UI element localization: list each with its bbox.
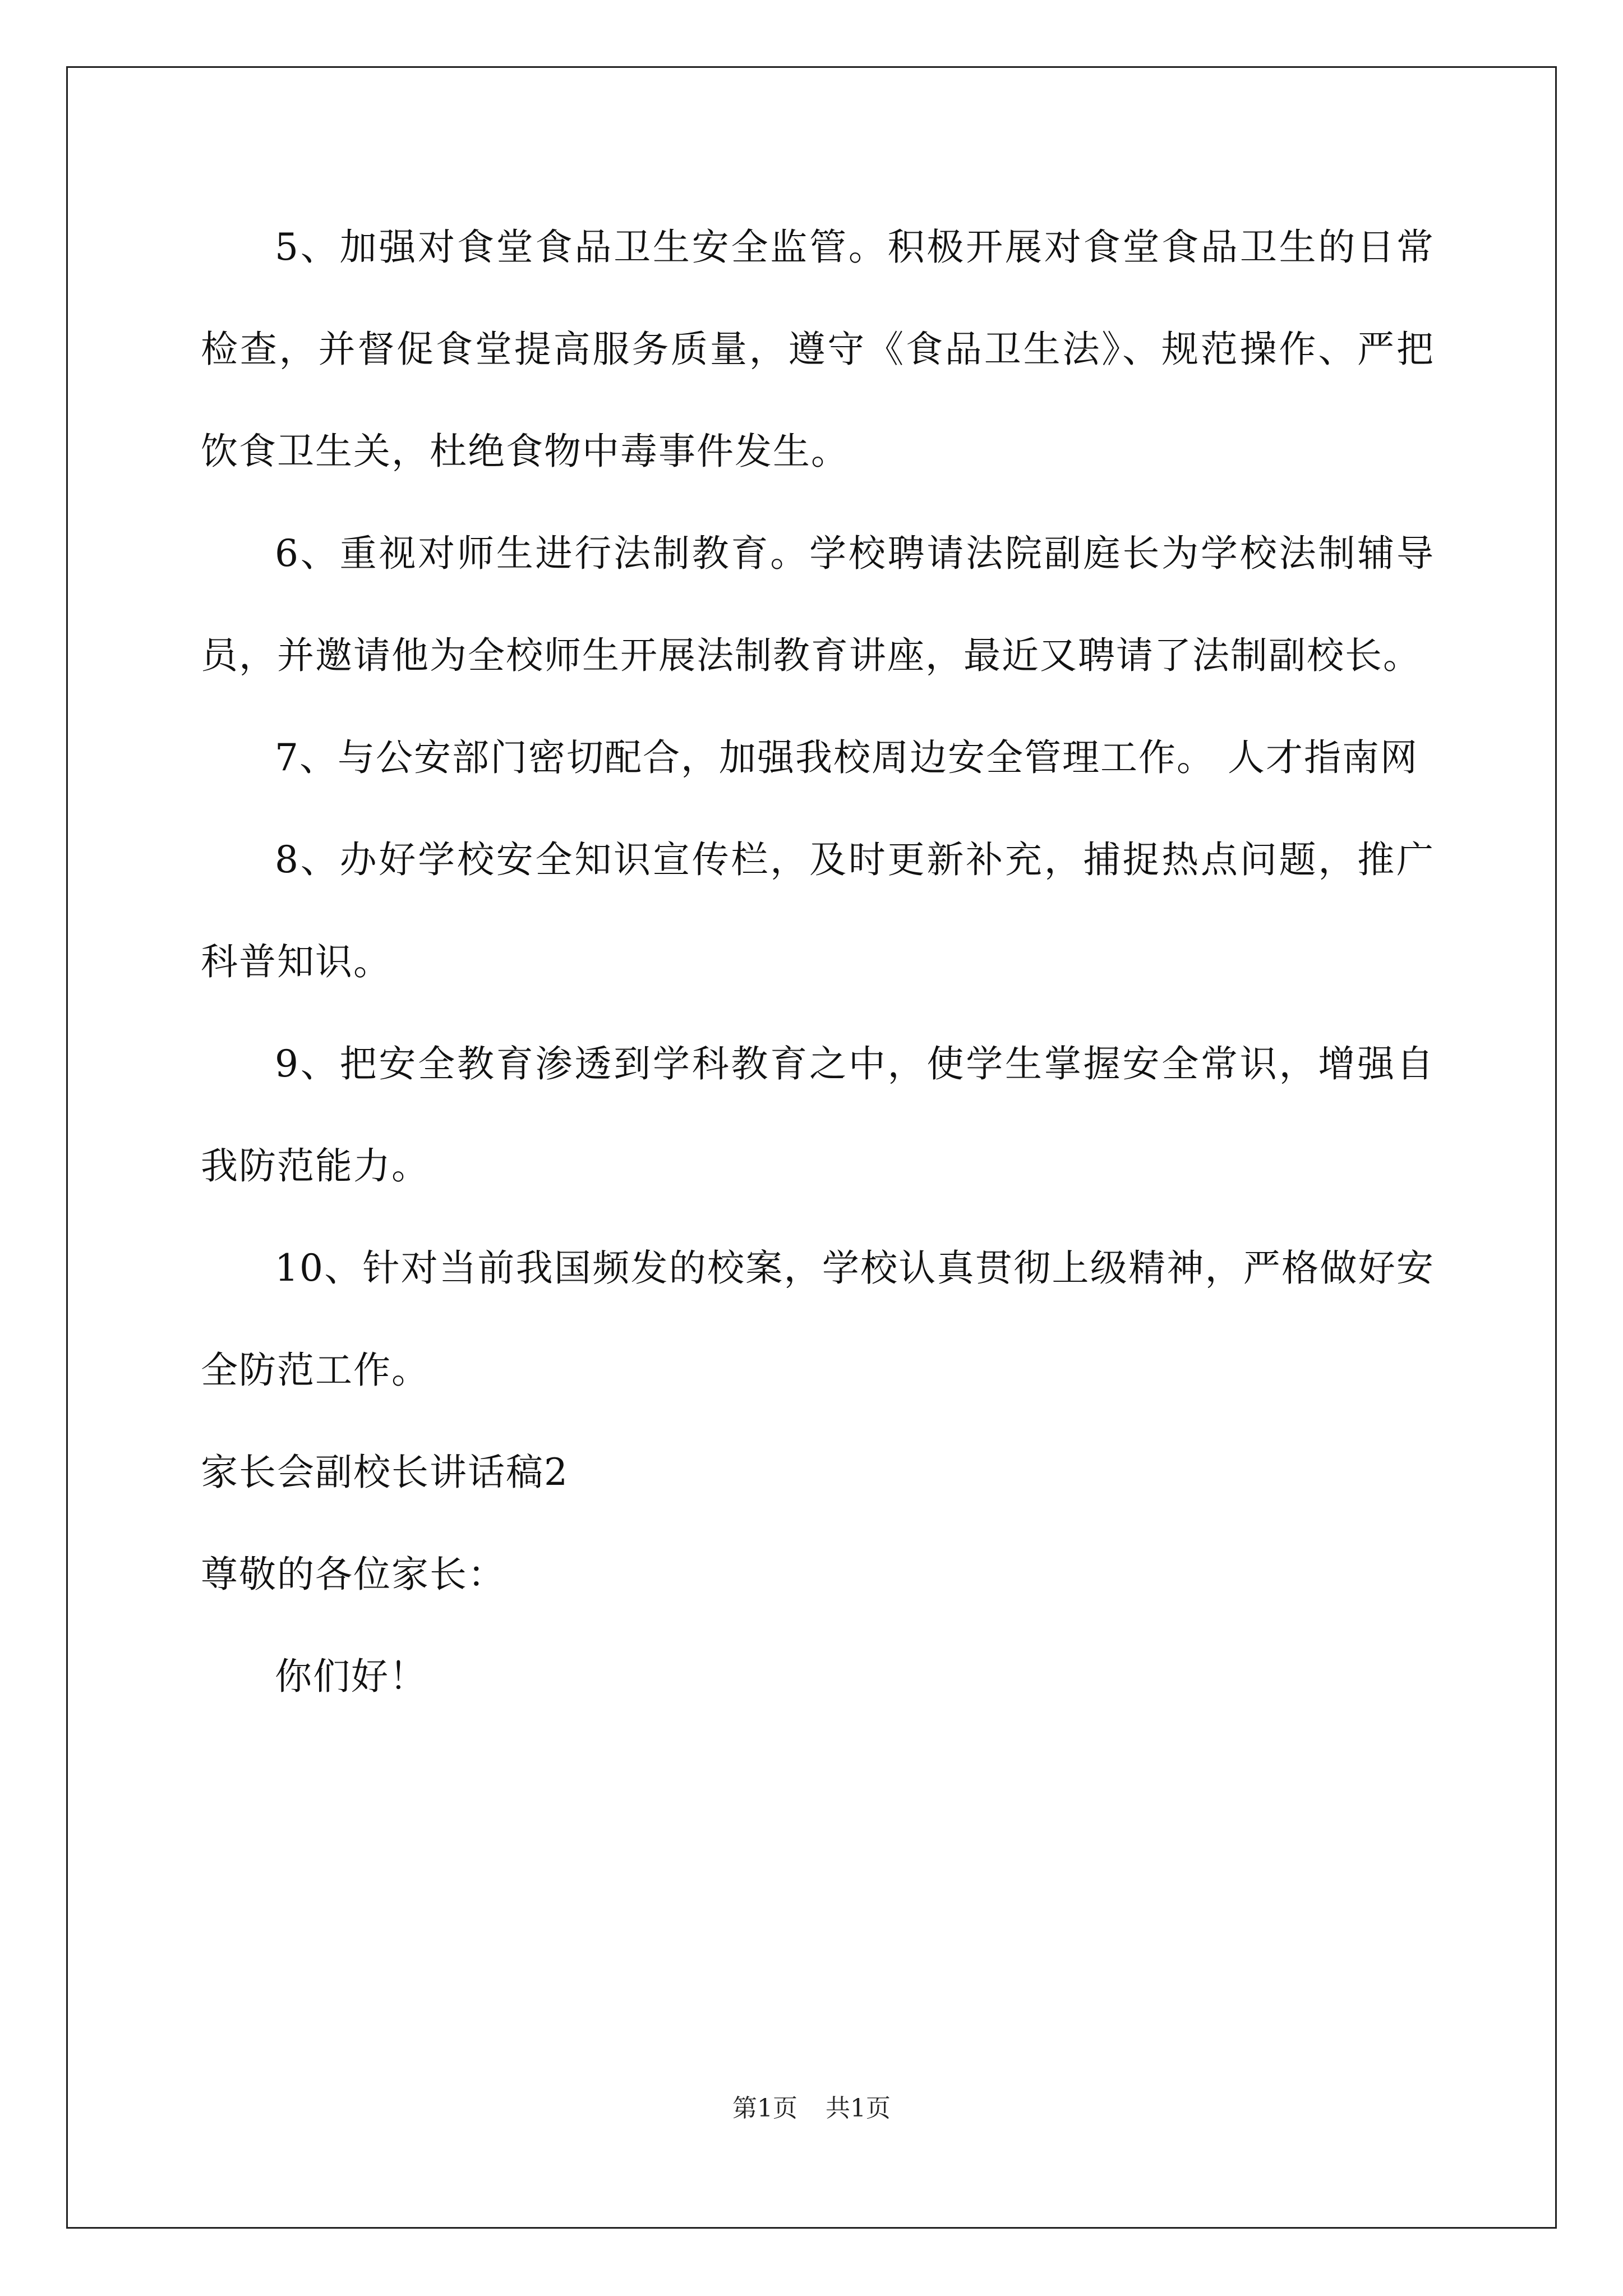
document-body [201,196,1435,1728]
section-heading: 家长会副校长讲话稿2 [201,1451,569,1494]
paragraph-item-8: 8、办好学校安全知识宣传栏，及时更新补充，捕捉热点问题，推广科普知识。 [201,838,1435,983]
paragraph-item-5: 5、加强对食堂食品卫生安全监管。积极开展对食堂食品卫生的日常检查，并督促食堂提高服务质量，遵守《食品卫生法》、规范操作、严把饮食卫生关，杜绝食物中毒事件发生。 [201,226,1435,473]
paragraph-item-6: 6、重视对师生进行法制教育。学校聘请法院副庭长为学校法制辅导员，并邀请他为全校师生开展法制教育讲座，最近又聘请了法制副校长。 [201,532,1435,677]
page-footer [0,2088,1623,2124]
salutation: 尊敬的各位家长： [201,1553,506,1596]
paragraph-item-9: 9、把安全教育渗透到学科教育之中，使学生掌握安全常识，增强自我防范能力。 [201,1042,1435,1188]
paragraph-item-7: 7、与公安部门密切配合，加强我校周边安全管理工作。 人才指南网 [275,736,1418,779]
page-number: 第1页 [732,2094,797,2123]
paragraph-item-10: 10、针对当前我国频发的校案，学校认真贯彻上级精神，严格做好安全防范工作。 [201,1246,1435,1392]
page-total: 共1页 [826,2094,891,2123]
greeting: 你们好！ [275,1655,427,1698]
